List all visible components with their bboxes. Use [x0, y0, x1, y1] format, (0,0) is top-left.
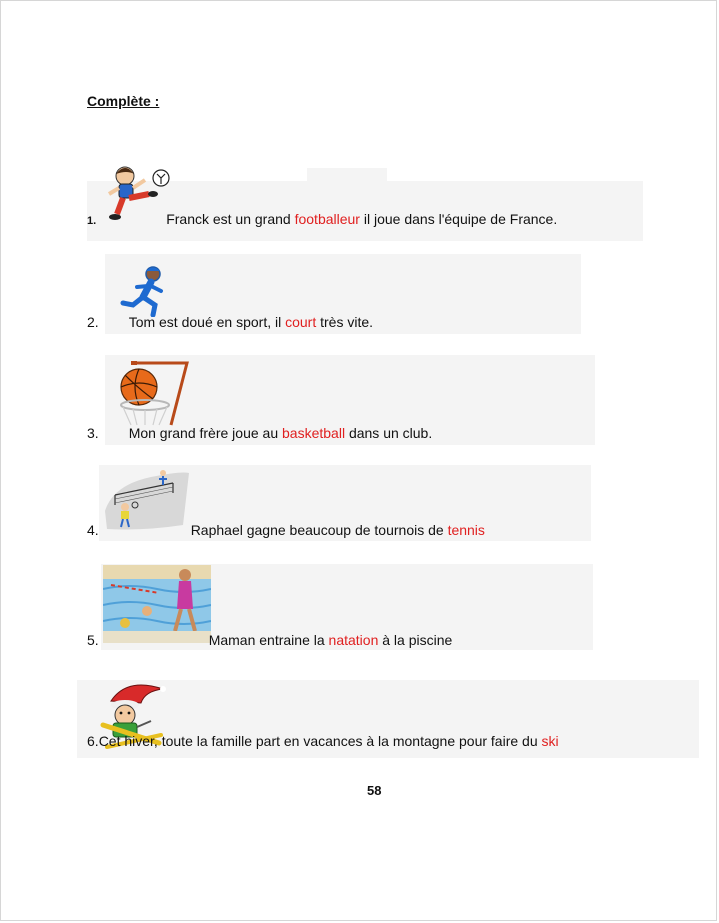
item-line-2	[87, 314, 373, 330]
item-answer-1: footballeur	[294, 211, 360, 227]
item-number-3: 3.	[87, 425, 99, 441]
item-text-before-6: Cet hiver, toute la famille part en vacances à la montagne pour faire du	[98, 733, 538, 749]
item-answer-2: court	[285, 314, 317, 330]
item-number-4: 4.	[87, 522, 99, 538]
item-number-2: 2.	[87, 314, 99, 330]
item-number-6: 6.	[87, 733, 99, 749]
item-line-4	[87, 522, 485, 538]
item-line-6	[87, 733, 559, 749]
item-text-after-1: il joue dans l'équipe de France.	[363, 211, 558, 227]
item-text-before-4: Raphael gagne beaucoup de tournois de	[190, 522, 444, 538]
item-line-3	[87, 425, 432, 441]
item-number-5: 5.	[87, 632, 99, 648]
item-text-after-2: très vite.	[320, 314, 374, 330]
item-text-before-5: Maman entraine la	[208, 632, 325, 648]
item-text-before-1: Franck est un grand	[166, 211, 291, 227]
item-text-before-3: Mon grand frère joue au	[128, 425, 279, 441]
item-text-before-2: Tom est doué en sport, il	[128, 314, 282, 330]
item-text-after-3: dans un club.	[348, 425, 433, 441]
item-line-5	[87, 632, 452, 648]
basketball-hoop-icon	[111, 359, 191, 429]
item-answer-3: basketball	[282, 425, 346, 441]
page-number: 58	[367, 783, 382, 798]
worksheet-title: Complète :	[87, 93, 160, 109]
item-answer-6: ski	[541, 733, 559, 749]
running-man-icon	[119, 265, 171, 317]
item-answer-5: natation	[328, 632, 379, 648]
item-line-1	[87, 211, 557, 227]
item-number-1: 1.	[87, 215, 97, 227]
item-text-after-5: à la piscine	[382, 632, 453, 648]
item-answer-4: tennis	[447, 522, 485, 538]
item-band-1b	[307, 168, 387, 182]
